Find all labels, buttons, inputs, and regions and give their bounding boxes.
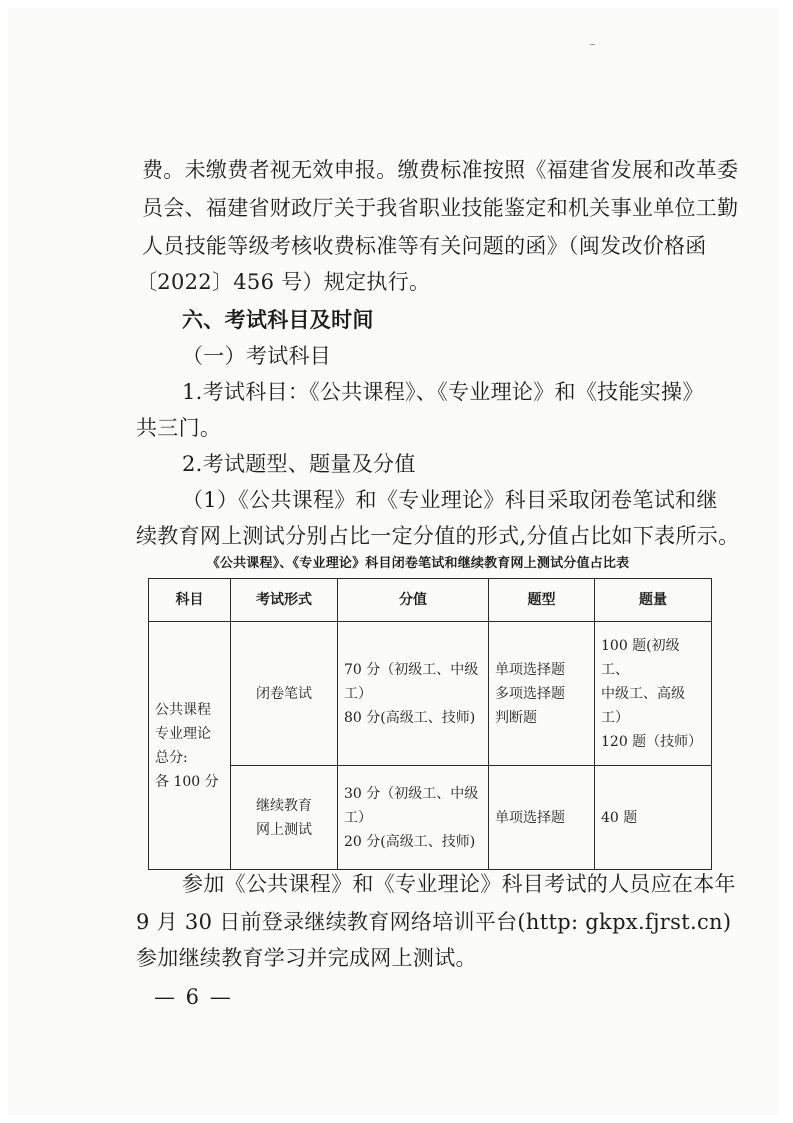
header-question-count: 题量 [595, 579, 712, 622]
table-header-row [149, 579, 712, 622]
header-question-type: 题型 [489, 579, 595, 622]
score-line: 70 分（初级工、中级 [344, 661, 479, 678]
question-type-online: 单项选择题 [489, 766, 595, 870]
subject-line: 各 100 分 [155, 773, 219, 790]
header-score: 分值 [338, 579, 489, 622]
item-2: 2.考试题型、题量及分值 [182, 452, 416, 476]
item-1-line-1: 1.考试科目：《公共课程》、《专业理论》和《技能实操》 [182, 380, 704, 404]
item-1-line-2: 共三门。 [136, 416, 222, 440]
scan-speck [590, 44, 595, 45]
count-line: 120 题（技师） [601, 733, 703, 750]
score-closed-book [338, 622, 489, 766]
score-online [338, 766, 489, 870]
subject-cell [149, 622, 231, 870]
paragraph-fee-line-3: 人员技能等级考核收费标准等有关问题的函》（闽发改价格函 [142, 234, 707, 258]
closing-line-2: 9 月 30 日前登录继续教育网络培训平台(http: gkpx.fjrst.cn) [136, 910, 732, 934]
type-line: 多项选择题 [495, 685, 565, 702]
header-exam-form: 考试形式 [231, 579, 338, 622]
question-count-online: 40 题 [595, 766, 712, 870]
subsection-heading: （一）考试科目 [182, 344, 332, 368]
table-caption: 《公共课程》、《专业理论》科目闭卷笔试和继续教育网上测试分值占比表 [206, 556, 630, 571]
item-2-1-line-2: 续教育网上测试分别占比一定分值的形式,分值占比如下表所示。 [136, 524, 740, 548]
header-subject: 科目 [149, 579, 231, 622]
form-line: 网上测试 [256, 821, 312, 838]
score-table [148, 578, 712, 870]
exam-form-online [231, 766, 338, 870]
score-line: 工） [344, 685, 372, 702]
question-type-closed-book [489, 622, 595, 766]
paragraph-fee-line-1: 费。未缴费者视无效申报。缴费标准按照《福建省发展和改革委 [142, 158, 739, 182]
score-line: 20 分(高级工、技师) [344, 833, 476, 850]
subject-line: 公共课程 [155, 701, 211, 718]
count-line: 中级工、高级 [601, 685, 685, 702]
table-row [149, 622, 712, 766]
score-line: 80 分(高级工、技师) [344, 709, 476, 726]
item-2-1-line-1: （1）《公共课程》和《专业理论》科目采取闭卷笔试和继 [182, 488, 718, 512]
page-number: — 6 — [154, 985, 233, 1009]
subject-line: 专业理论 [155, 725, 211, 742]
paragraph-fee-line-4: 〔2022〕456 号）规定执行。 [136, 270, 431, 294]
form-line: 继续教育 [256, 797, 312, 814]
type-line: 单项选择题 [495, 661, 565, 678]
count-line: 100 题(初级工、 [601, 637, 680, 678]
score-line: 工） [344, 809, 372, 826]
document-page [8, 8, 779, 1115]
table-row [149, 766, 712, 870]
closing-line-1: 参加《公共课程》和《专业理论》科目考试的人员应在本年 [182, 872, 736, 896]
closing-line-3: 参加继续教育学习并完成网上测试。 [136, 946, 477, 970]
subject-line: 总分: [155, 749, 188, 766]
type-line: 判断题 [495, 709, 537, 726]
section-heading: 六、考试科目及时间 [182, 308, 374, 332]
question-count-closed-book [595, 622, 712, 766]
exam-form-closed-book: 闭卷笔试 [231, 622, 338, 766]
paragraph-fee-line-2: 员会、福建省财政厅关于我省职业技能鉴定和机关事业单位工勤 [142, 196, 739, 220]
score-line: 30 分（初级工、中级 [344, 785, 479, 802]
count-line: 工） [601, 709, 629, 726]
